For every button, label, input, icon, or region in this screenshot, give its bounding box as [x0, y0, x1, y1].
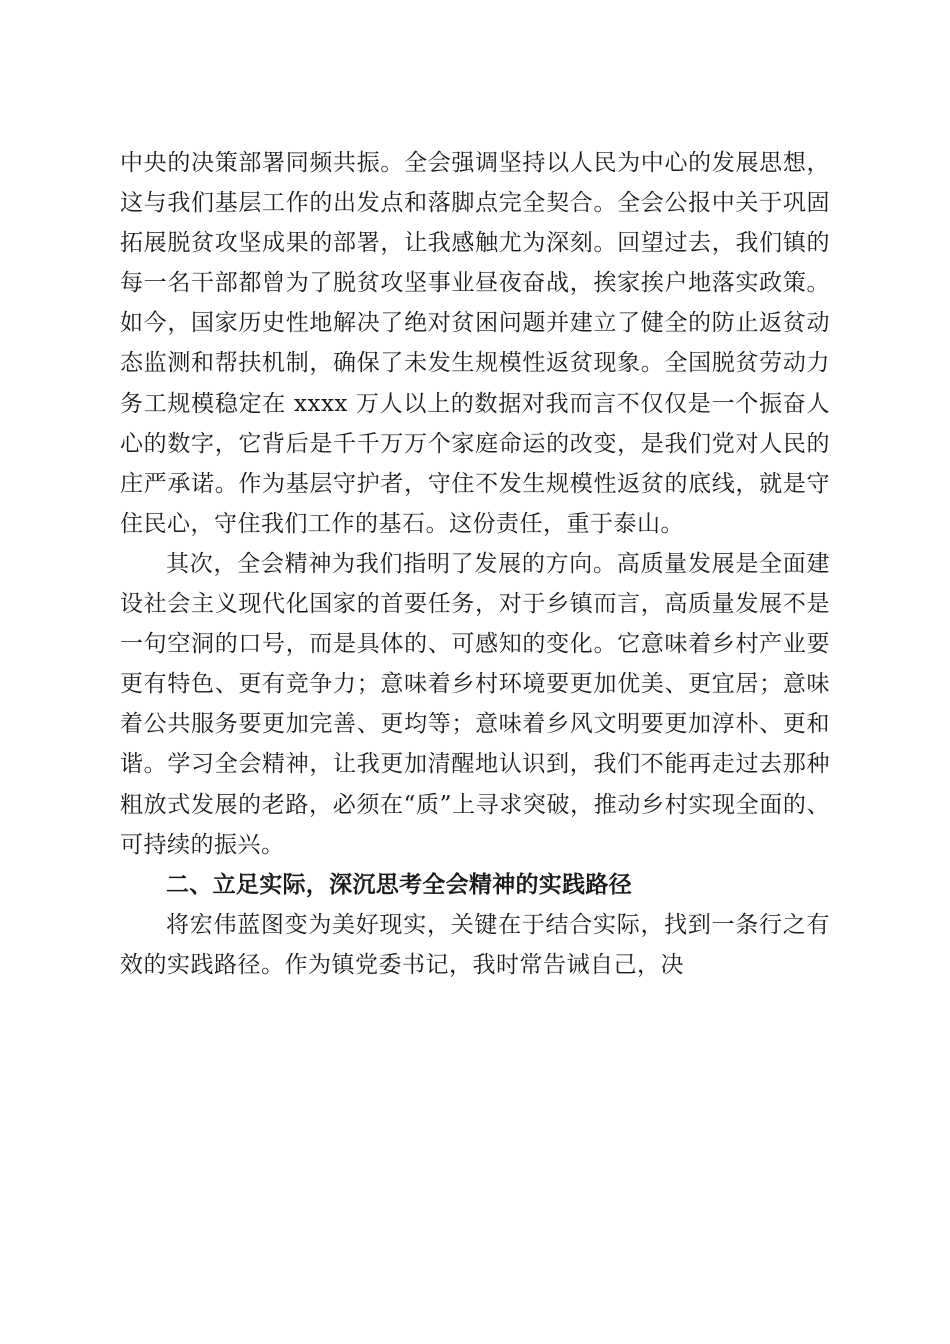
- paragraph-development-direction: 其次，全会精神为我们指明了发展的方向。高质量发展是全面建设社会主义现代化国家的首要任务，对于乡镇而言，高质量发展不是一句空洞的口号，而是具体的、可感知的变化。它意味着乡村产业要更有特色、更有竞争力；意味着乡村环境要更加优美、更宜居；意味着公共服务要更加完善、更均等；意味着乡风文明要更加淳朴、更和谐。学习全会精神，让我更加清醒地认识到，我们不能再走过去那种粗放式发展的老路，必须在“质”上寻求突破，推动乡村实现全面的、可持续的振兴。: [120, 550, 830, 858]
- paragraph-continuation: 中央的决策部署同频共振。全会强调坚持以人民为中心的发展思想，这与我们基层工作的出发点和落脚点完全契合。全会公报中关于巩固拓展脱贫攻坚成果的部署，让我感触尤为深刻。回望过去，我们镇的每一名干部都曾为了脱贫攻坚事业昼夜奋战，挨家挨户地落实政策。如今，国家历史性地解决了绝对贫困问题并建立了健全的防止返贫动态监测和帮扶机制，确保了未发生规模性返贫现象。全国脱贫劳动力务工规模稳定在 xxxx 万人以上的数据对我而言不仅仅是一个振奋人心的数字，它背后是千千万万个家庭命运的改变，是我们党对人民的庄严承诺。作为基层守护者，守住不发生规模性返贫的底线，就是守住民心，守住我们工作的基石。这份责任，重于泰山。: [120, 150, 830, 537]
- section-heading: 二、立足实际，深沉思考全会精神的实践路径: [166, 871, 632, 898]
- paragraph-practice-path: 将宏伟蓝图变为美好现实，关键在于结合实际，找到一条行之有效的实践路径。作为镇党委书记，我时常告诫自己，决: [120, 911, 830, 978]
- document-body: [120, 143, 830, 985]
